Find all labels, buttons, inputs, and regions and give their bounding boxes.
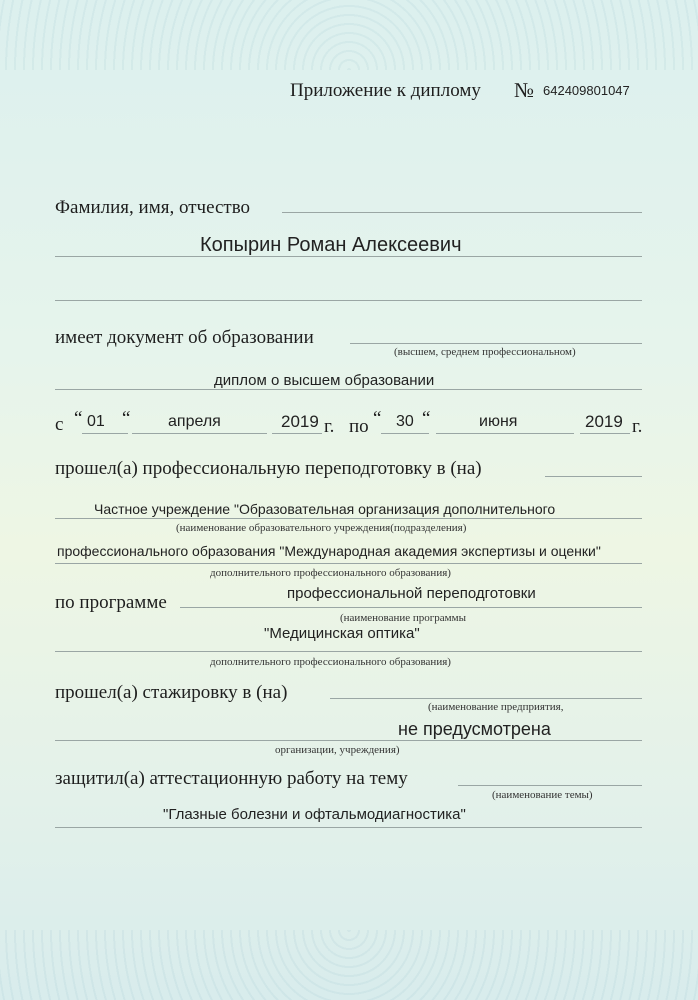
to-open-quote: “: [373, 408, 382, 429]
from-month: апреля: [168, 413, 221, 430]
to-day: 30: [396, 413, 414, 430]
thesis-line-2: [55, 827, 642, 828]
education-hint: (высшем, среднем профессиональном): [394, 346, 576, 358]
to-year-suffix: г.: [632, 416, 643, 437]
from-close-quote: “: [122, 408, 131, 429]
internship-line-2: [55, 740, 642, 741]
retraining-org-line2: профессионального образования "Международная академия экспертизы и оценки": [57, 543, 601, 559]
program-line-2: [55, 651, 642, 652]
thesis-line-1: [458, 785, 642, 786]
retraining-line-2: [55, 518, 642, 519]
to-close-quote: “: [422, 408, 431, 429]
retraining-org-line1: Частное учреждение "Образовательная организация дополнительного: [94, 501, 556, 517]
period-from-prefix: с: [55, 414, 64, 435]
number-sign: №: [514, 78, 535, 102]
to-month-line: [436, 433, 574, 434]
fio-value: Копырин Роман Алексеевич: [200, 234, 462, 256]
thesis-label: защитил(а) аттестационную работу на тему: [55, 768, 408, 789]
program-label: по программе: [55, 592, 167, 613]
retraining-label: прошел(а) профессиональную переподготовку в (на): [55, 458, 482, 479]
diploma-number: 642409801047: [543, 83, 630, 98]
thesis-hint: (наименование темы): [492, 789, 593, 801]
from-day-line: [82, 433, 128, 434]
internship-line-1: [330, 698, 642, 699]
fio-label: Фамилия, имя, отчество: [55, 197, 251, 218]
internship-hint2: организации, учреждения): [275, 744, 400, 756]
retraining-line-1: [545, 476, 642, 477]
program-line-1: [180, 607, 642, 608]
internship-hint1: (наименование предприятия,: [428, 701, 564, 713]
education-line-1: [350, 343, 642, 344]
from-year: 2019: [281, 412, 319, 431]
education-line-2: [55, 389, 642, 390]
program-hint2: дополнительного профессионального образования): [210, 656, 451, 668]
retraining-line-3: [55, 563, 642, 564]
fio-line-2: [55, 256, 642, 257]
from-year-suffix: г.: [324, 416, 335, 437]
retraining-hint1: (наименование образовательного учреждения(подразделения): [176, 522, 467, 534]
decorative-pattern-top: [0, 0, 698, 70]
from-day: 01: [87, 413, 105, 430]
program-hint1: (наименование программы: [340, 612, 466, 624]
from-year-line: [272, 433, 322, 434]
to-day-line: [381, 433, 429, 434]
to-month: июня: [479, 413, 518, 430]
internship-label: прошел(а) стажировку в (на): [55, 682, 288, 703]
from-open-quote: “: [74, 408, 83, 429]
education-label: имеет документ об образовании: [55, 327, 314, 348]
appendix-title: Приложение к диплому: [290, 80, 481, 101]
to-year-line: [580, 433, 630, 434]
to-year: 2019: [585, 412, 623, 431]
period-to-prefix: по: [349, 416, 369, 437]
from-month-line: [132, 433, 267, 434]
decorative-pattern-bottom: [0, 930, 698, 1000]
retraining-hint2: дополнительного профессионального образования): [210, 567, 451, 579]
internship-value: не предусмотрена: [398, 719, 551, 739]
thesis-value: "Глазные болезни и офтальмодиагностика": [163, 806, 466, 823]
program-value1: профессиональной переподготовки: [287, 585, 536, 602]
fio-line-1: [282, 212, 642, 213]
program-value2: "Медицинская оптика": [264, 625, 420, 642]
education-value: диплом о высшем образовании: [214, 372, 435, 389]
fio-line-3: [55, 300, 642, 301]
